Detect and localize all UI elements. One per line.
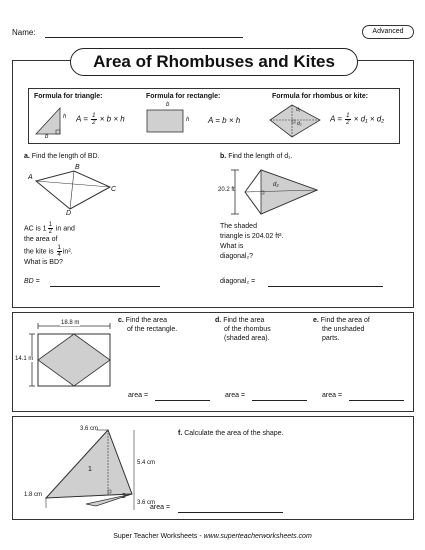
footer-brand: Super Teacher Worksheets -	[113, 533, 204, 540]
triangle-formula	[76, 113, 125, 126]
vertex-c: C	[111, 186, 117, 193]
fraction-den: 4	[57, 252, 61, 258]
problem-a-prompt	[24, 153, 100, 160]
kite-abcd-figure	[30, 165, 120, 215]
kite-d2-label: d₂	[297, 121, 302, 127]
problem-c-label: c.	[118, 317, 124, 324]
level-badge: Advanced	[362, 25, 414, 39]
triangle-figure	[34, 104, 67, 140]
region-1-label: 1	[88, 466, 92, 473]
dim-top-3-6-cm: 3.6 cm	[80, 426, 99, 432]
problem-b-text: Find the length of d₁.	[228, 153, 293, 160]
problem-c-text	[118, 316, 177, 334]
name-line[interactable]	[45, 37, 243, 38]
problem-a-line3-text: the kite is	[24, 248, 54, 256]
fraction-den: 2	[92, 120, 96, 126]
dim-14-1-m: 14.1 m	[15, 356, 34, 362]
problem-b-line1: The shaded	[220, 223, 257, 230]
rectangle-h-label: h	[186, 117, 190, 123]
rhombus-formula-rhs: × d₁ × d₂	[353, 114, 385, 124]
fraction-den: 2	[48, 229, 52, 235]
problem-f-label: f.	[178, 430, 183, 437]
rectangle-formula: A = b × h	[208, 116, 241, 125]
problem-e-line3: parts.	[322, 335, 340, 342]
dim-20-2-ft: 20.2 ft	[218, 187, 235, 193]
problem-a-description	[24, 222, 75, 268]
page-title: Area of Rhombuses and Kites	[70, 48, 358, 76]
fraction-half	[91, 113, 96, 126]
problem-a-line3-end: in².	[62, 248, 73, 256]
problem-a-line1	[24, 222, 75, 235]
problem-c-answer-line[interactable]	[155, 400, 210, 401]
problem-b-description	[220, 222, 283, 262]
triangle-formula-heading: Formula for triangle:	[34, 93, 103, 100]
problem-a-answer-label: BD =	[24, 278, 40, 285]
problem-e-answer-label: area =	[322, 392, 343, 399]
problem-c-answer-label: area =	[128, 392, 149, 399]
triangle-formula-rhs: × b × h	[99, 114, 125, 124]
problem-e-label: e.	[313, 317, 319, 324]
problem-b-line2: triangle is 204.02 ft².	[220, 233, 284, 240]
vertex-b: B	[75, 164, 80, 171]
problem-e-line1: Find the area of	[320, 317, 370, 324]
problem-b-line3: What is	[220, 243, 244, 250]
problem-e-line2: the unshaded	[322, 326, 365, 333]
problem-f-answer-label: area =	[150, 504, 171, 511]
problem-a-line1-end: in and	[55, 225, 75, 233]
problem-c-line2: of the rectangle.	[127, 326, 178, 333]
problem-c-line1: Find the area	[125, 317, 168, 324]
problem-a-line3	[24, 245, 75, 258]
rectangle-formula-heading: Formula for rectangle:	[146, 93, 221, 100]
problem-f-text: Calculate the area of the shape.	[184, 430, 284, 437]
vertex-a: A	[28, 174, 33, 181]
region-2-label: 2	[122, 493, 126, 500]
problem-a-line1-text: AC is 1	[24, 225, 47, 233]
problem-d-answer-label: area =	[225, 392, 246, 399]
problem-b-line4: diagonal₂?	[220, 253, 254, 260]
triangle-formula-lhs: A =	[76, 114, 88, 124]
rectangle-figure	[146, 108, 186, 136]
rhombus-formula-lhs: A =	[330, 114, 342, 124]
name-label: Name:	[12, 28, 36, 37]
problem-d-line2: of the rhombus	[224, 326, 271, 333]
problem-b-answer-label: diagonal₂ =	[220, 278, 256, 285]
problem-d-text	[215, 316, 271, 343]
triangle-b-label: b	[45, 134, 49, 140]
kite-d1-label: d₁	[296, 107, 301, 113]
problem-b-label: b.	[220, 153, 227, 160]
vertex-d: D	[66, 210, 72, 217]
problem-b-prompt	[220, 153, 292, 160]
rhombus-formula	[330, 113, 384, 126]
problem-d-answer-line[interactable]	[252, 400, 307, 401]
fraction-half	[345, 113, 350, 126]
dim-left-1-8-cm: 1.8 cm	[24, 492, 43, 498]
dim-18-8-m: 18.8 m	[61, 320, 80, 326]
problem-d-label: d.	[215, 317, 222, 324]
dim-right-3-6-cm: 3.6 cm	[137, 500, 156, 506]
problem-d-line1: Find the area	[223, 317, 265, 324]
problem-d-line3: (shaded area).	[224, 335, 270, 342]
kite-d2-label-b: d₂	[273, 182, 279, 188]
rectangle-b-label: b	[166, 102, 170, 108]
problem-a-line2: the area of	[24, 236, 58, 243]
footer	[0, 533, 425, 540]
problem-a-text: Find the length of BD.	[31, 153, 100, 160]
fraction-den: 2	[346, 120, 350, 126]
problem-a-label: a.	[24, 153, 30, 160]
footer-url[interactable]: www.superteacherworksheets.com	[203, 533, 312, 540]
problem-f-prompt	[178, 430, 283, 437]
problem-a-line4: What is BD?	[24, 259, 63, 266]
dim-right-5-4-cm: 5.4 cm	[137, 460, 156, 466]
kite-shaded-figure	[225, 166, 330, 221]
rectangle-rhombus-figure	[28, 320, 118, 392]
fraction-num: 1	[48, 222, 52, 228]
triangle-h-label: h	[63, 114, 67, 120]
problem-a-answer-line[interactable]	[50, 286, 160, 287]
problem-b-answer-line[interactable]	[268, 286, 383, 287]
fraction-num: 1	[346, 113, 350, 119]
problem-e-text	[313, 316, 370, 343]
problem-e-answer-line[interactable]	[349, 400, 404, 401]
fraction-num: 1	[92, 113, 96, 119]
problem-f-answer-line[interactable]	[178, 512, 283, 513]
fraction-num: 1	[57, 245, 61, 251]
rhombus-formula-heading: Formula for rhombus or kite:	[272, 93, 369, 100]
